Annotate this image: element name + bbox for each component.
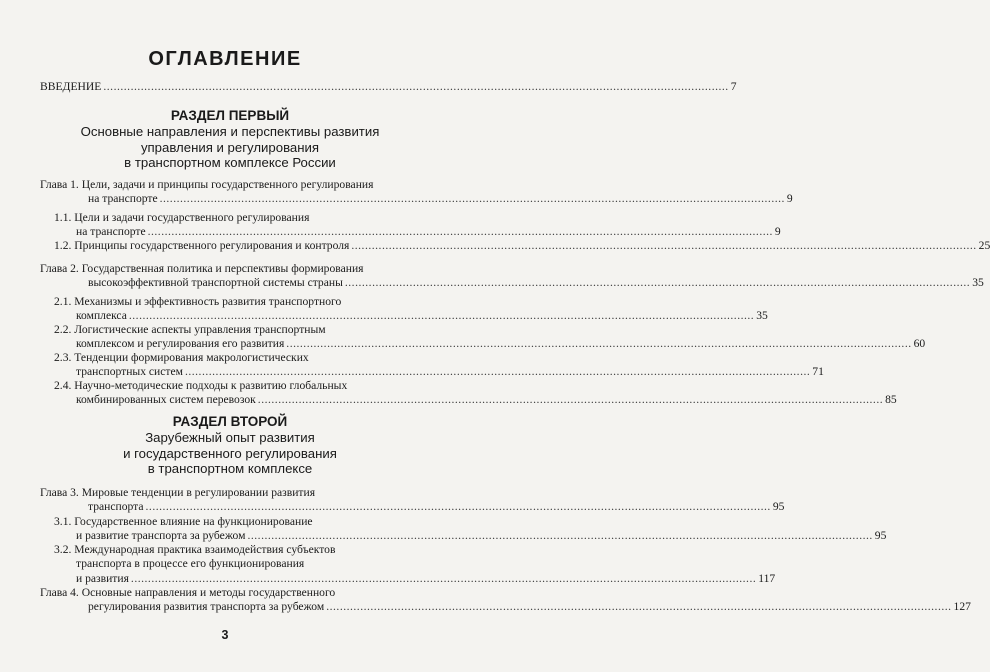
- dot-leader: ........................................................................................................................................................................................: [128, 309, 755, 323]
- toc-entry-line: на транспорте: [76, 225, 146, 239]
- toc-page-number: 35: [756, 309, 768, 323]
- toc-page-number: 9: [774, 225, 781, 239]
- page-number: 3: [221, 628, 229, 642]
- toc-entry-line: транспортных систем: [76, 365, 183, 379]
- section-header-2: [30, 414, 430, 477]
- section-subtitle-line: управления и регулирования: [140, 139, 320, 155]
- toc-entry-line: и развитие транспорта за рубежом: [76, 529, 246, 543]
- toc-entry-line: регулирования развития транспорта за рубежом: [88, 600, 325, 614]
- section-subtitle-line: Основные направления и перспективы развития: [80, 124, 380, 139]
- toc-entry-3-2[interactable]: [54, 543, 776, 586]
- toc-entry-3-1[interactable]: [54, 515, 887, 544]
- dot-leader: ........................................................................................................................................................................................: [247, 529, 873, 543]
- toc-entry-line: 2.4. Научно-методические подходы к развитию глобальных: [54, 379, 348, 392]
- toc-entry-line: 2.2. Логистические аспекты управления транспортным: [54, 323, 326, 336]
- toc-page-number: 127: [953, 600, 971, 614]
- dot-leader: ........................................................................................................................................................................................: [351, 239, 977, 252]
- toc-page-number: 9: [786, 192, 793, 206]
- toc-entry-line: и развития: [76, 571, 129, 585]
- toc-entry-line: Глава 1. Цели, задачи и принципы государственного регулирования: [40, 178, 374, 191]
- toc-entry-line: высокоэффективной транспортной системы страны: [88, 276, 343, 290]
- toc-entry-chapter-4[interactable]: [40, 586, 971, 615]
- toc-page-number: 95: [772, 500, 785, 514]
- dot-leader: ........................................................................................................................................................................................: [145, 500, 771, 514]
- toc-entry-chapter-1[interactable]: [40, 178, 793, 207]
- toc-page-number: 71: [812, 365, 824, 379]
- toc-entry-line: транспорта: [88, 500, 144, 514]
- toc-entry-line: комплекса: [76, 309, 127, 323]
- dot-leader: ........................................................................................................................................................................................: [184, 365, 811, 379]
- toc-page-number: 85: [885, 393, 897, 407]
- section-subtitle-line: и государственного регулирования: [123, 445, 337, 461]
- toc-entry-2-2[interactable]: [54, 323, 926, 352]
- dot-leader: ........................................................................................................................................................................................: [286, 337, 912, 351]
- section-subtitle-line: в транспортном комплексе России: [124, 155, 336, 170]
- toc-entry-2-4[interactable]: [54, 379, 897, 408]
- toc-entry-title: ВВЕДЕНИЕ: [40, 80, 102, 93]
- section-subtitle-line: Зарубежный опыт развития: [145, 430, 315, 445]
- dot-leader: ........................................................................................................................................................................................: [257, 393, 884, 407]
- toc-entry-2-3[interactable]: [54, 351, 824, 380]
- section-header-1: [30, 108, 430, 171]
- dot-leader: ........................................................................................................................................................................................: [344, 276, 971, 290]
- dot-leader: ........................................................................................................................................................................................: [326, 600, 952, 614]
- section-title: РАЗДЕЛ ПЕРВЫЙ: [170, 108, 290, 123]
- page-title: ОГЛАВЛЕНИЕ: [148, 48, 302, 70]
- toc-page-number: 7: [730, 80, 737, 93]
- toc-entry-line: комбинированных систем перевозок: [76, 393, 256, 407]
- toc-entry-line: 1.1. Цели и задачи государственного регулирования: [54, 211, 310, 224]
- toc-page-number: 35: [972, 276, 984, 290]
- dot-leader: ........................................................................................................................................................................................: [147, 225, 773, 239]
- toc-page-number: 60: [913, 337, 926, 351]
- toc-page-number: 25: [978, 239, 990, 252]
- toc-entry-line: транспорта в процессе его функционирования: [76, 557, 305, 571]
- toc-entry-2-1[interactable]: [54, 295, 768, 324]
- toc-page-number: 95: [874, 529, 887, 543]
- dot-leader: ........................................................................................................................................................................................: [130, 571, 757, 585]
- toc-entry-line: Глава 4. Основные направления и методы государственного: [40, 586, 336, 599]
- toc-entry-1-1[interactable]: [54, 211, 781, 240]
- toc-entry-chapter-3[interactable]: [40, 486, 785, 515]
- toc-entry-line: 3.2. Международная практика взаимодействия субъектов: [54, 543, 336, 556]
- toc-entry-line: Глава 3. Мировые тенденции в регулировании развития: [40, 486, 316, 499]
- dot-leader: ........................................................................................................................................................................................: [103, 80, 729, 93]
- toc-page-number: 117: [758, 571, 776, 585]
- toc-entry-line: 2.3. Тенденции формирования макрологистических: [54, 351, 309, 364]
- toc-entry-intro[interactable]: [40, 80, 737, 94]
- section-subtitle-line: в транспортном комплексе: [147, 461, 313, 476]
- toc-entry-line: на транспорте: [88, 192, 158, 206]
- toc-entry-chapter-2[interactable]: [40, 262, 984, 291]
- toc-entry-line: 3.1. Государственное влияние на функционирование: [54, 515, 313, 528]
- toc-entry-line: 2.1. Механизмы и эффективность развития транспортного: [54, 295, 342, 308]
- toc-entry-line: 1.2. Принципы государственного регулирования и контроля: [54, 239, 350, 252]
- section-title: РАЗДЕЛ ВТОРОЙ: [172, 414, 288, 429]
- toc-entry-line: Глава 2. Государственная политика и перспективы формирования: [40, 262, 364, 275]
- toc-entry-line: комплексом и регулирования его развития: [76, 337, 285, 351]
- dot-leader: ........................................................................................................................................................................................: [159, 192, 785, 206]
- toc-entry-1-2[interactable]: [54, 239, 990, 253]
